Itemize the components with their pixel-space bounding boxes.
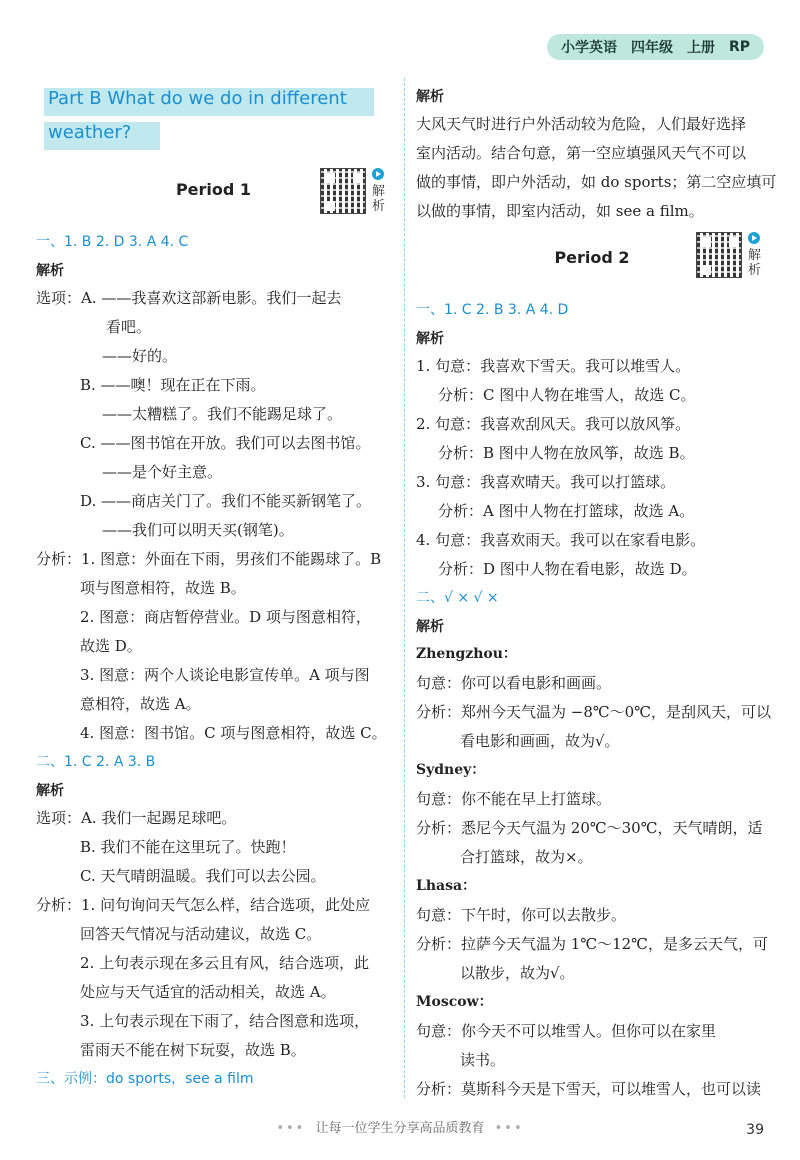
part-title-box <box>44 82 391 158</box>
play-icon <box>748 232 760 244</box>
section-1-heading: 解析 <box>416 331 444 347</box>
explanation-line: 回答天气情况与活动建议，故选 C。 <box>80 925 322 943</box>
period-2-title: Period 2 <box>554 248 630 267</box>
qr-label: 解 析 <box>372 184 386 214</box>
explanation-line: 句意：你可以看电影和画画。 <box>416 674 612 692</box>
explanation-line: C. ——图书馆在开放。我们可以去图书馆。 <box>80 434 371 452</box>
qr-code-icon[interactable] <box>320 168 366 214</box>
explanation-line: 故选 D。 <box>80 637 142 655</box>
explanation-line: D. ——商店关门了。我们不能买新钢笔了。 <box>80 492 372 510</box>
footer-dots-right: ••• <box>494 1121 524 1136</box>
explanation-line: 3. 图意：两个人谈论电影宣传单。A 项与图 <box>80 666 370 684</box>
explanation-line: 句意：你今天不可以堆雪人。但你可以在家里 <box>416 1022 717 1040</box>
left-column <box>36 82 391 1093</box>
explanation-line: 雷雨天不能在树下玩耍，故选 B。 <box>80 1041 306 1059</box>
slogan-text: 让每一位学生分享高品质教育 <box>315 1121 485 1136</box>
footer-slogan <box>0 1117 800 1136</box>
explanation-line: 以散步，故为√。 <box>460 964 575 982</box>
explanation-line: 意相符，故选 A。 <box>80 695 201 713</box>
city-name: Sydney： <box>416 762 486 778</box>
explanation-line: 分析：C 图中人物在堆雪人，故选 C。 <box>438 386 696 404</box>
page-number: 39 <box>746 1122 764 1138</box>
city-name: Lhasa： <box>416 878 477 894</box>
grade-label: 四年级 <box>630 40 673 56</box>
edition-label: RP <box>728 39 750 55</box>
qr-code-icon[interactable] <box>696 232 742 278</box>
explanation-line: 2. 图意：商店暂停营业。D 项与图意相符， <box>80 608 371 626</box>
section-2-answer: 二、1. C 2. A 3. B <box>36 754 156 770</box>
part-title-line-2: weather? <box>48 122 132 143</box>
explanation-line: ——太糟糕了。我们不能踢足球了。 <box>102 405 343 423</box>
explanation-line: 合打篮球，故为×。 <box>460 848 593 866</box>
period-1-title: Period 1 <box>175 180 252 199</box>
section-3-answer: 三、示例：do sports，see a film <box>36 1071 254 1087</box>
explanation-line: 句意：你不能在早上打篮球。 <box>416 790 612 808</box>
section-1-heading: 解析 <box>36 263 64 279</box>
explanation-line: 大风天气时进行户外活动较为危险，人们最好选择 <box>416 115 747 133</box>
footer-dots-left: ••• <box>276 1121 306 1136</box>
city-name: Zhengzhou： <box>416 646 517 662</box>
explanation-line: 1. 句意：我喜欢下雪天。我可以堆雪人。 <box>416 357 691 375</box>
explanation-line: 3. 句意：我喜欢晴天。我可以打篮球。 <box>416 473 676 491</box>
period-1-row <box>36 158 391 228</box>
explanation-line: 分析：拉萨今天气温为 1℃～12℃，是多云天气，可 <box>416 935 768 953</box>
explanation-line: 句意：下午时，你可以去散步。 <box>416 906 627 924</box>
section-2-heading: 解析 <box>416 619 444 635</box>
explanation-line: 分析：郑州今天气温为 −8℃～0℃，是刮风天，可以 <box>416 703 771 721</box>
volume-label: 上册 <box>686 40 715 56</box>
city-name: Moscow： <box>416 994 493 1010</box>
section-1-answer: 一、1. C 2. B 3. A 4. D <box>416 302 569 318</box>
explanation-line: 4. 句意：我喜欢雨天。我可以在家看电影。 <box>416 531 706 549</box>
book-info-tag <box>547 34 764 60</box>
right-column <box>416 82 777 1104</box>
explanation-line: 项与图意相符，故选 B。 <box>80 579 246 597</box>
column-divider <box>404 78 405 1098</box>
part-title-line-1: Part B What do we do in different <box>48 88 347 109</box>
explanation-line: 读书。 <box>460 1051 506 1069</box>
explanation-line: 选项：A. 我们一起踢足球吧。 <box>36 809 237 827</box>
explanation-line: 分析：莫斯科今天是下雪天，可以堆雪人，也可以读 <box>416 1080 762 1098</box>
explanation-line: 2. 上句表示现在多云且有风，结合选项，此 <box>80 954 370 972</box>
qr-label: 解 析 <box>748 248 762 278</box>
explanation-line: 室内活动。结合句意，第一空应填强风天气不可以 <box>416 144 747 162</box>
subject-label: 小学英语 <box>560 40 617 56</box>
explanation-line: 看电影和画画，故为√。 <box>460 732 620 750</box>
explanation-line: 处应与天气适宜的活动相关，故选 A。 <box>80 983 336 1001</box>
explanation-line: 分析：B 图中人物在放风筝，故选 B。 <box>438 444 695 462</box>
explanation-line: 分析：悉尼今天气温为 20℃～30℃，天气晴朗，适 <box>416 819 763 837</box>
explanation-line: 4. 图意：图书馆。C 项与图意相符，故选 C。 <box>80 724 387 742</box>
section-1-answer: 一、1. B 2. D 3. A 4. C <box>36 234 189 250</box>
explanation-line: 3. 上句表示现在下雨了，结合图意和选项， <box>80 1012 370 1030</box>
explanation-line: B. ——噢！现在正在下雨。 <box>80 376 266 394</box>
explanation-line: 做的事情，即户外活动，如 do sports；第二空应填可 <box>416 173 777 191</box>
explanation-line: 选项：A. ——我喜欢这部新电影。我们一起去 <box>36 289 342 307</box>
explanation-line: B. 我们不能在这里玩了。快跑！ <box>80 838 296 856</box>
explanation-line: ——好的。 <box>102 347 178 365</box>
explanation-line: ——是个好主意。 <box>102 463 223 481</box>
play-icon <box>372 168 384 180</box>
explanation-line: 分析：1. 问句询问天气怎么样，结合选项，此处应 <box>36 896 371 914</box>
explanation-line: 分析：1. 图意：外面在下雨，男孩们不能踢球了。B <box>36 550 382 568</box>
section-2-answer: 二、√ × √ × <box>416 590 499 606</box>
carryover-heading: 解析 <box>416 89 444 105</box>
explanation-line: C. 天气晴朗温暖。我们可以去公园。 <box>80 867 326 885</box>
explanation-line: 看吧。 <box>106 318 152 336</box>
section-2-heading: 解析 <box>36 783 64 799</box>
explanation-line: 分析：A 图中人物在打篮球，故选 A。 <box>438 502 695 520</box>
explanation-line: 分析：D 图中人物在看电影，故选 D。 <box>438 560 697 578</box>
period-2-row <box>416 226 768 296</box>
explanation-line: 2. 句意：我喜欢刮风天。我可以放风筝。 <box>416 415 691 433</box>
explanation-line: 以做的事情，即室内活动，如 see a film。 <box>416 202 704 220</box>
explanation-line: ——我们可以明天买(钢笔)。 <box>102 521 294 539</box>
